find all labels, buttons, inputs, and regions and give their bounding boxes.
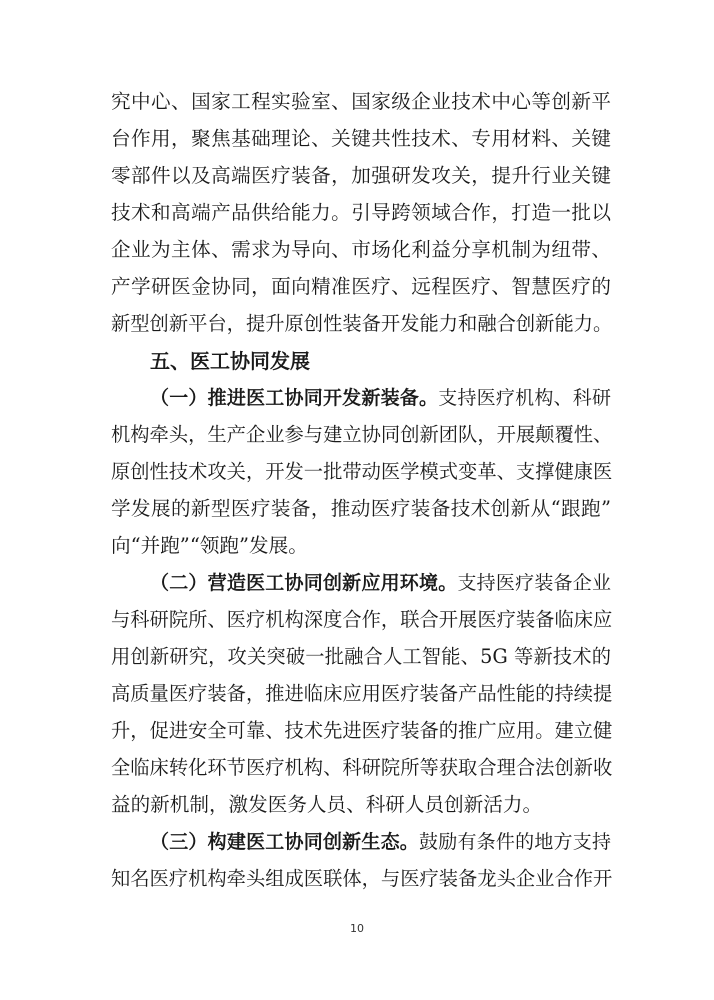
subsection-title: （一）推进医工协同开发新装备。: [150, 387, 439, 409]
paragraph-line: 用创新研究，攻关突破一批融合人工智能、5G 等新技术的: [111, 645, 611, 668]
paragraph-line: 企业为主体、需求为导向、市场化利益分享机制为纽带、: [111, 238, 611, 261]
paragraph-line: 台作用，聚焦基础理论、关键共性技术、专用材料、关键: [111, 127, 611, 150]
subsection-first-line: [150, 380, 611, 416]
paragraph-line: 向“并跑”“领跑”发展。: [111, 534, 308, 557]
paragraph-line: 新型创新平台，提升原创性装备开发能力和融合创新能力。: [111, 312, 613, 335]
paragraph-line: 零部件以及高端医疗装备，加强研发攻关，提升行业关键: [111, 164, 611, 187]
subsection-text: 支持医疗装备企业: [457, 572, 611, 594]
paragraph-line: 机构牵头，生产企业参与建立协同创新团队，开展颠覆性、: [111, 423, 613, 446]
paragraph-line: 知名医疗机构牵头组成医联体，与医疗装备龙头企业合作开: [111, 867, 613, 890]
paragraph-line: 益的新机制，激发医务人员、科研人员创新活力。: [111, 793, 543, 816]
subsection-first-line: [150, 565, 611, 601]
paragraph-line: 高质量医疗装备，推进临床应用医疗装备产品性能的持续提: [111, 682, 613, 705]
page-number: 10: [350, 922, 364, 935]
paragraph-line: 技术和高端产品供给能力。引导跨领域合作，打造一批以: [111, 201, 611, 224]
paragraph-line: 产学研医金协同，面向精准医疗、远程医疗、智慧医疗的: [111, 275, 611, 298]
section-heading: 五、医工协同发展: [150, 349, 310, 373]
paragraph-line: 与科研院所、医疗机构深度合作，联合开展医疗装备临床应: [111, 608, 613, 631]
subsection-text: 支持医疗机构、科研: [438, 387, 611, 409]
paragraph-line: 原创性技术攻关，开发一批带动医学模式变革、支撑健康医: [111, 460, 613, 483]
subsection-title: （二）营造医工协同创新应用环境。: [150, 572, 458, 594]
paragraph-line: 究中心、国家工程实验室、国家级企业技术中心等创新平: [111, 90, 611, 113]
subsection-first-line: [150, 824, 611, 860]
subsection-text: 鼓励有条件的地方支持: [419, 831, 611, 853]
paragraph-line: 全临床转化环节医疗机构、科研院所等获取合理合法创新收: [111, 756, 613, 779]
paragraph-line: 学发展的新型医疗装备，推动医疗装备技术创新从“跟跑”: [111, 497, 611, 520]
subsection-title: （三）构建医工协同创新生态。: [150, 831, 420, 853]
paragraph-line: 升，促进安全可靠、技术先进医疗装备的推广应用。建立健: [111, 719, 613, 742]
